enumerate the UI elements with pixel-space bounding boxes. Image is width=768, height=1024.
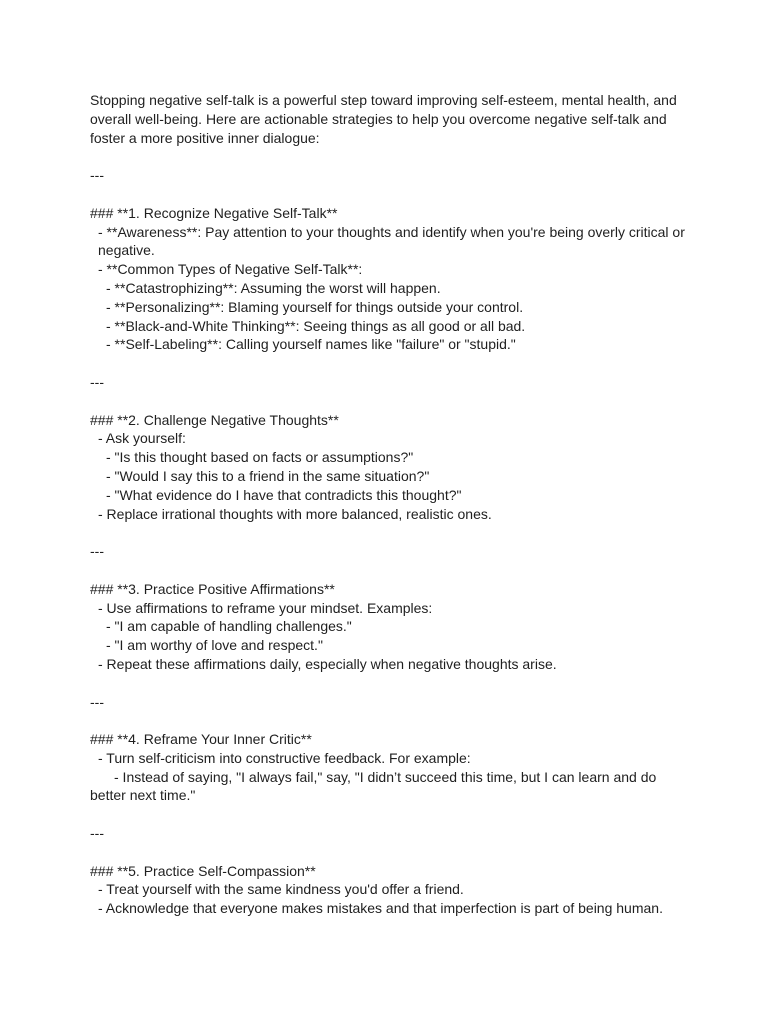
list-item: - Ask yourself: bbox=[98, 430, 186, 447]
section-heading-1: ### **1. Recognize Negative Self-Talk** bbox=[90, 204, 338, 221]
separator: --- bbox=[90, 373, 104, 390]
list-item: - "I am capable of handling challenges." bbox=[106, 618, 352, 635]
document-body bbox=[90, 91, 690, 918]
blank-line bbox=[90, 185, 690, 204]
blank-line bbox=[90, 523, 690, 542]
list-item: - "Is this thought based on facts or assumptions?" bbox=[106, 449, 414, 466]
list-item: - "What evidence do I have that contradicts this thought?" bbox=[106, 486, 462, 503]
blank-line bbox=[90, 711, 690, 730]
blank-line bbox=[90, 147, 690, 166]
blank-line bbox=[90, 843, 690, 862]
section-heading-3: ### **3. Practice Positive Affirmations** bbox=[90, 580, 335, 597]
list-item: - **Self-Labeling**: Calling yourself names like "failure" or "stupid." bbox=[106, 336, 516, 353]
list-item: - **Black-and-White Thinking**: Seeing things as all good or all bad. bbox=[106, 317, 526, 334]
list-item: - Repeat these affirmations daily, especially when negative thoughts arise. bbox=[98, 655, 557, 672]
list-item: - Use affirmations to reframe your mindset. Examples: bbox=[98, 599, 433, 616]
separator: --- bbox=[90, 693, 104, 710]
separator: --- bbox=[90, 167, 104, 184]
list-item: - "Would I say this to a friend in the same situation?" bbox=[106, 467, 430, 484]
list-item: - Instead of saying, "I always fail," say, "I didn’t succeed this time, but I can learn and do better next time." bbox=[90, 768, 661, 804]
section-heading-2: ### **2. Challenge Negative Thoughts** bbox=[90, 411, 339, 428]
list-item: - **Personalizing**: Blaming yourself for things outside your control. bbox=[106, 298, 524, 315]
intro-paragraph: Stopping negative self-talk is a powerful step toward improving self-esteem, mental health, and overall well-being. Here are actionable strategies to help you overcome negative self-talk and foster a more positive inner dialogue: bbox=[90, 92, 681, 146]
separator: --- bbox=[90, 543, 104, 560]
list-item: - "I am worthy of love and respect." bbox=[106, 637, 323, 654]
list-item: - Acknowledge that everyone makes mistakes and that imperfection is part of being human. bbox=[98, 900, 663, 917]
blank-line bbox=[90, 354, 690, 373]
blank-line bbox=[90, 805, 690, 824]
list-item: - Replace irrational thoughts with more balanced, realistic ones. bbox=[98, 505, 492, 522]
section-heading-5: ### **5. Practice Self-Compassion** bbox=[90, 862, 316, 879]
section-heading-4: ### **4. Reframe Your Inner Critic** bbox=[90, 731, 312, 748]
blank-line bbox=[90, 392, 690, 411]
list-item: - Turn self-criticism into constructive feedback. For example: bbox=[98, 749, 471, 766]
blank-line bbox=[90, 561, 690, 580]
list-item: - **Catastrophizing**: Assuming the worst will happen. bbox=[106, 279, 441, 296]
list-item: - Treat yourself with the same kindness you'd offer a friend. bbox=[98, 881, 464, 898]
list-item: - **Common Types of Negative Self-Talk**: bbox=[98, 261, 363, 278]
list-item: - **Awareness**: Pay attention to your thoughts and identify when you're being overly critical or negative. bbox=[98, 223, 689, 259]
blank-line bbox=[90, 674, 690, 693]
separator: --- bbox=[90, 825, 104, 842]
